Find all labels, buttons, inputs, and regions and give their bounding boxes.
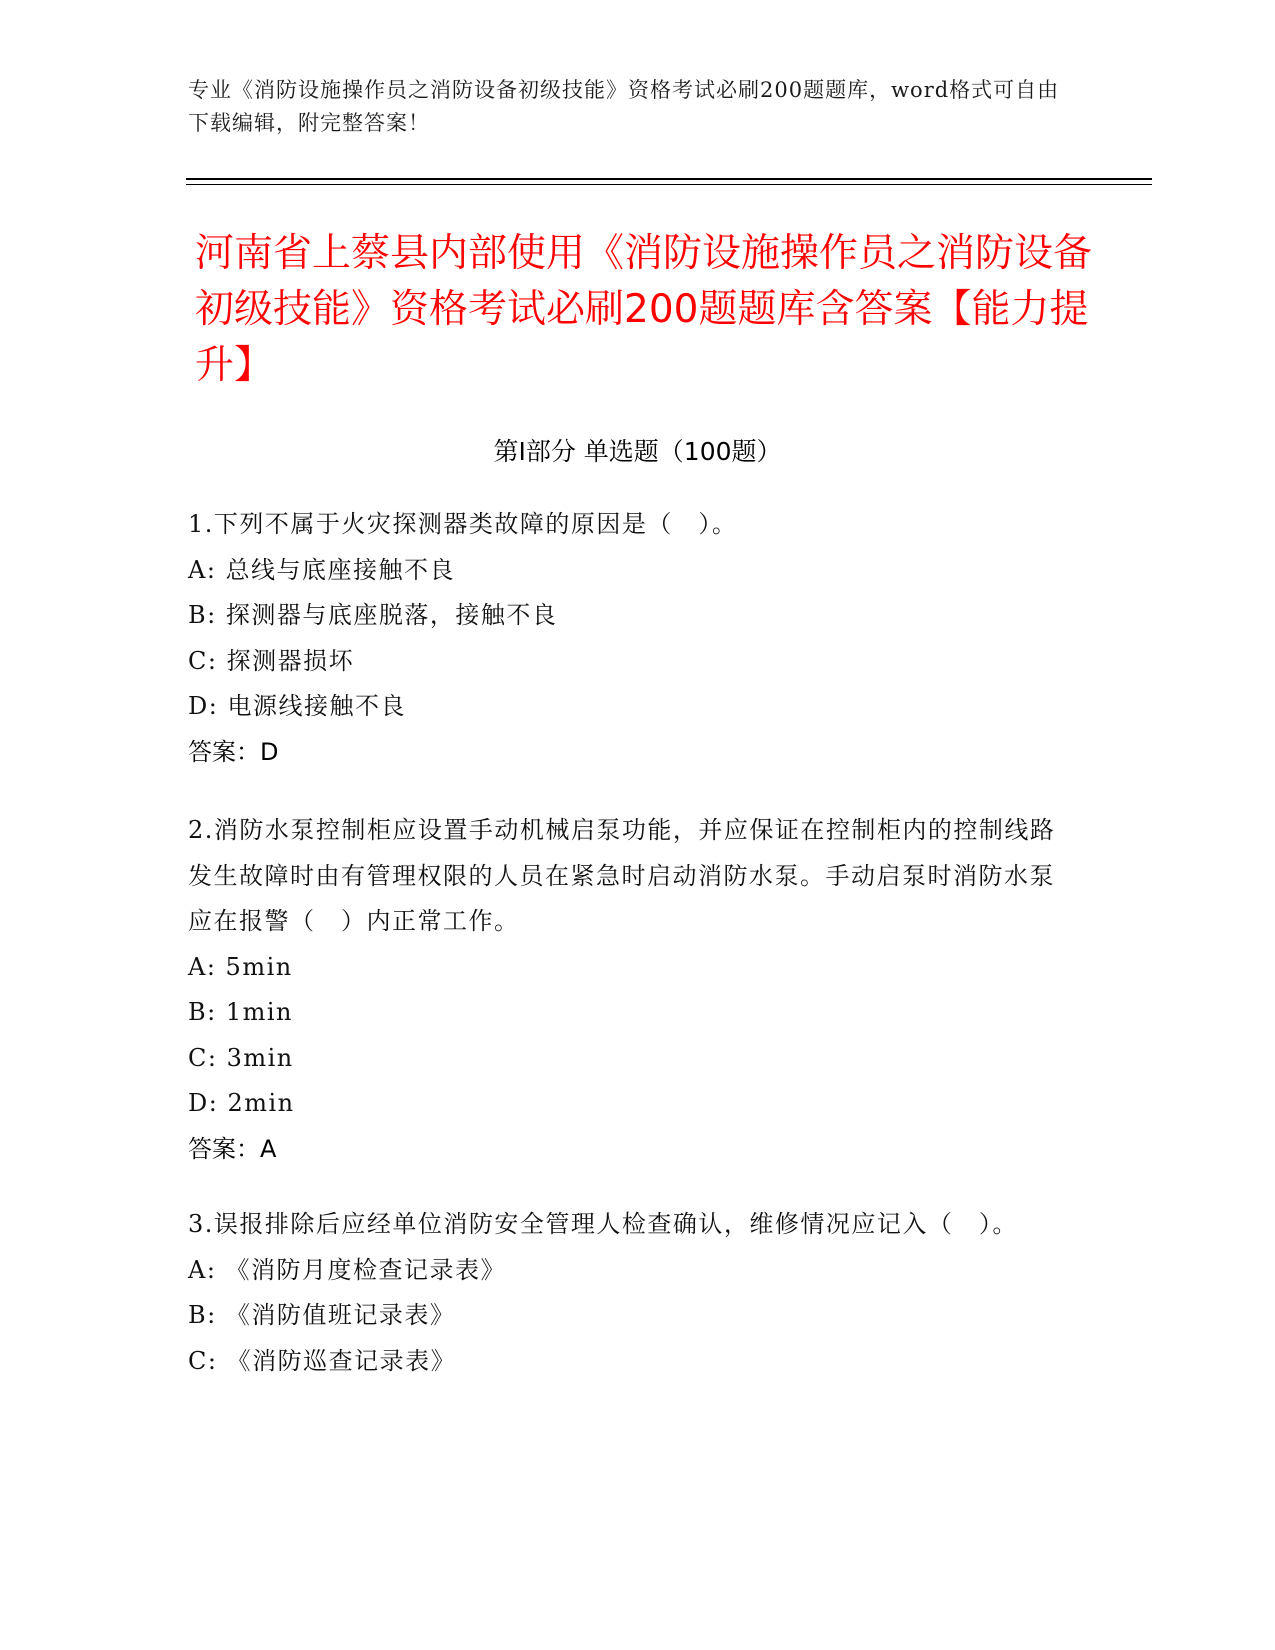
option-a: A: 5min <box>188 952 293 981</box>
question-stem: 2.消防水泵控制柜应设置手动机械启泵功能，并应保证在控制柜内的控制线路发生故障时由有管理权限的人员在紧急时启动消防水泵。手动启泵时消防水泵应在报警（ ）内正常工作。 <box>188 816 1056 935</box>
option-a: A: 《消防月度检查记录表》 <box>188 1255 507 1284</box>
option-c: C: 《消防巡查记录表》 <box>188 1346 457 1375</box>
header-divider-thin <box>186 184 1152 185</box>
section-title: 第Ⅰ部分 单选题（100题） <box>493 437 782 466</box>
option-b: B: 《消防值班记录表》 <box>188 1301 456 1329</box>
option-b: B: 探测器与底座脱落，接触不良 <box>188 601 558 629</box>
question-3 <box>188 1202 1068 1384</box>
document-title: 河南省上蔡县内部使用《消防设施操作员之消防设备初级技能》资格考试必刷200题题库含答案【能力提升】 <box>195 231 1093 388</box>
question-2 <box>188 808 1068 1172</box>
option-d: D: 电源线接触不良 <box>188 692 406 720</box>
option-c: C: 探测器损坏 <box>188 646 355 675</box>
option-a: A: 总线与底座接触不良 <box>188 555 456 584</box>
header-divider-thick <box>186 178 1152 180</box>
option-b: B: 1min <box>188 998 294 1026</box>
question-stem: 3.误报排除后应经单位消防安全管理人检查确认，维修情况应记入（ ）。 <box>188 1210 1018 1238</box>
answer: 答案：A <box>188 1134 277 1163</box>
header-note: 专业《消防设施操作员之消防设备初级技能》资格考试必刷200题题库，word格式可自由下载编辑，附完整答案！ <box>188 78 1060 135</box>
question-stem: 1.下列不属于火灾探测器类故障的原因是（ ）。 <box>188 510 738 538</box>
question-1 <box>188 502 1068 775</box>
option-d: D: 2min <box>188 1089 295 1117</box>
option-c: C: 3min <box>188 1043 294 1072</box>
answer: 答案：D <box>188 737 279 766</box>
